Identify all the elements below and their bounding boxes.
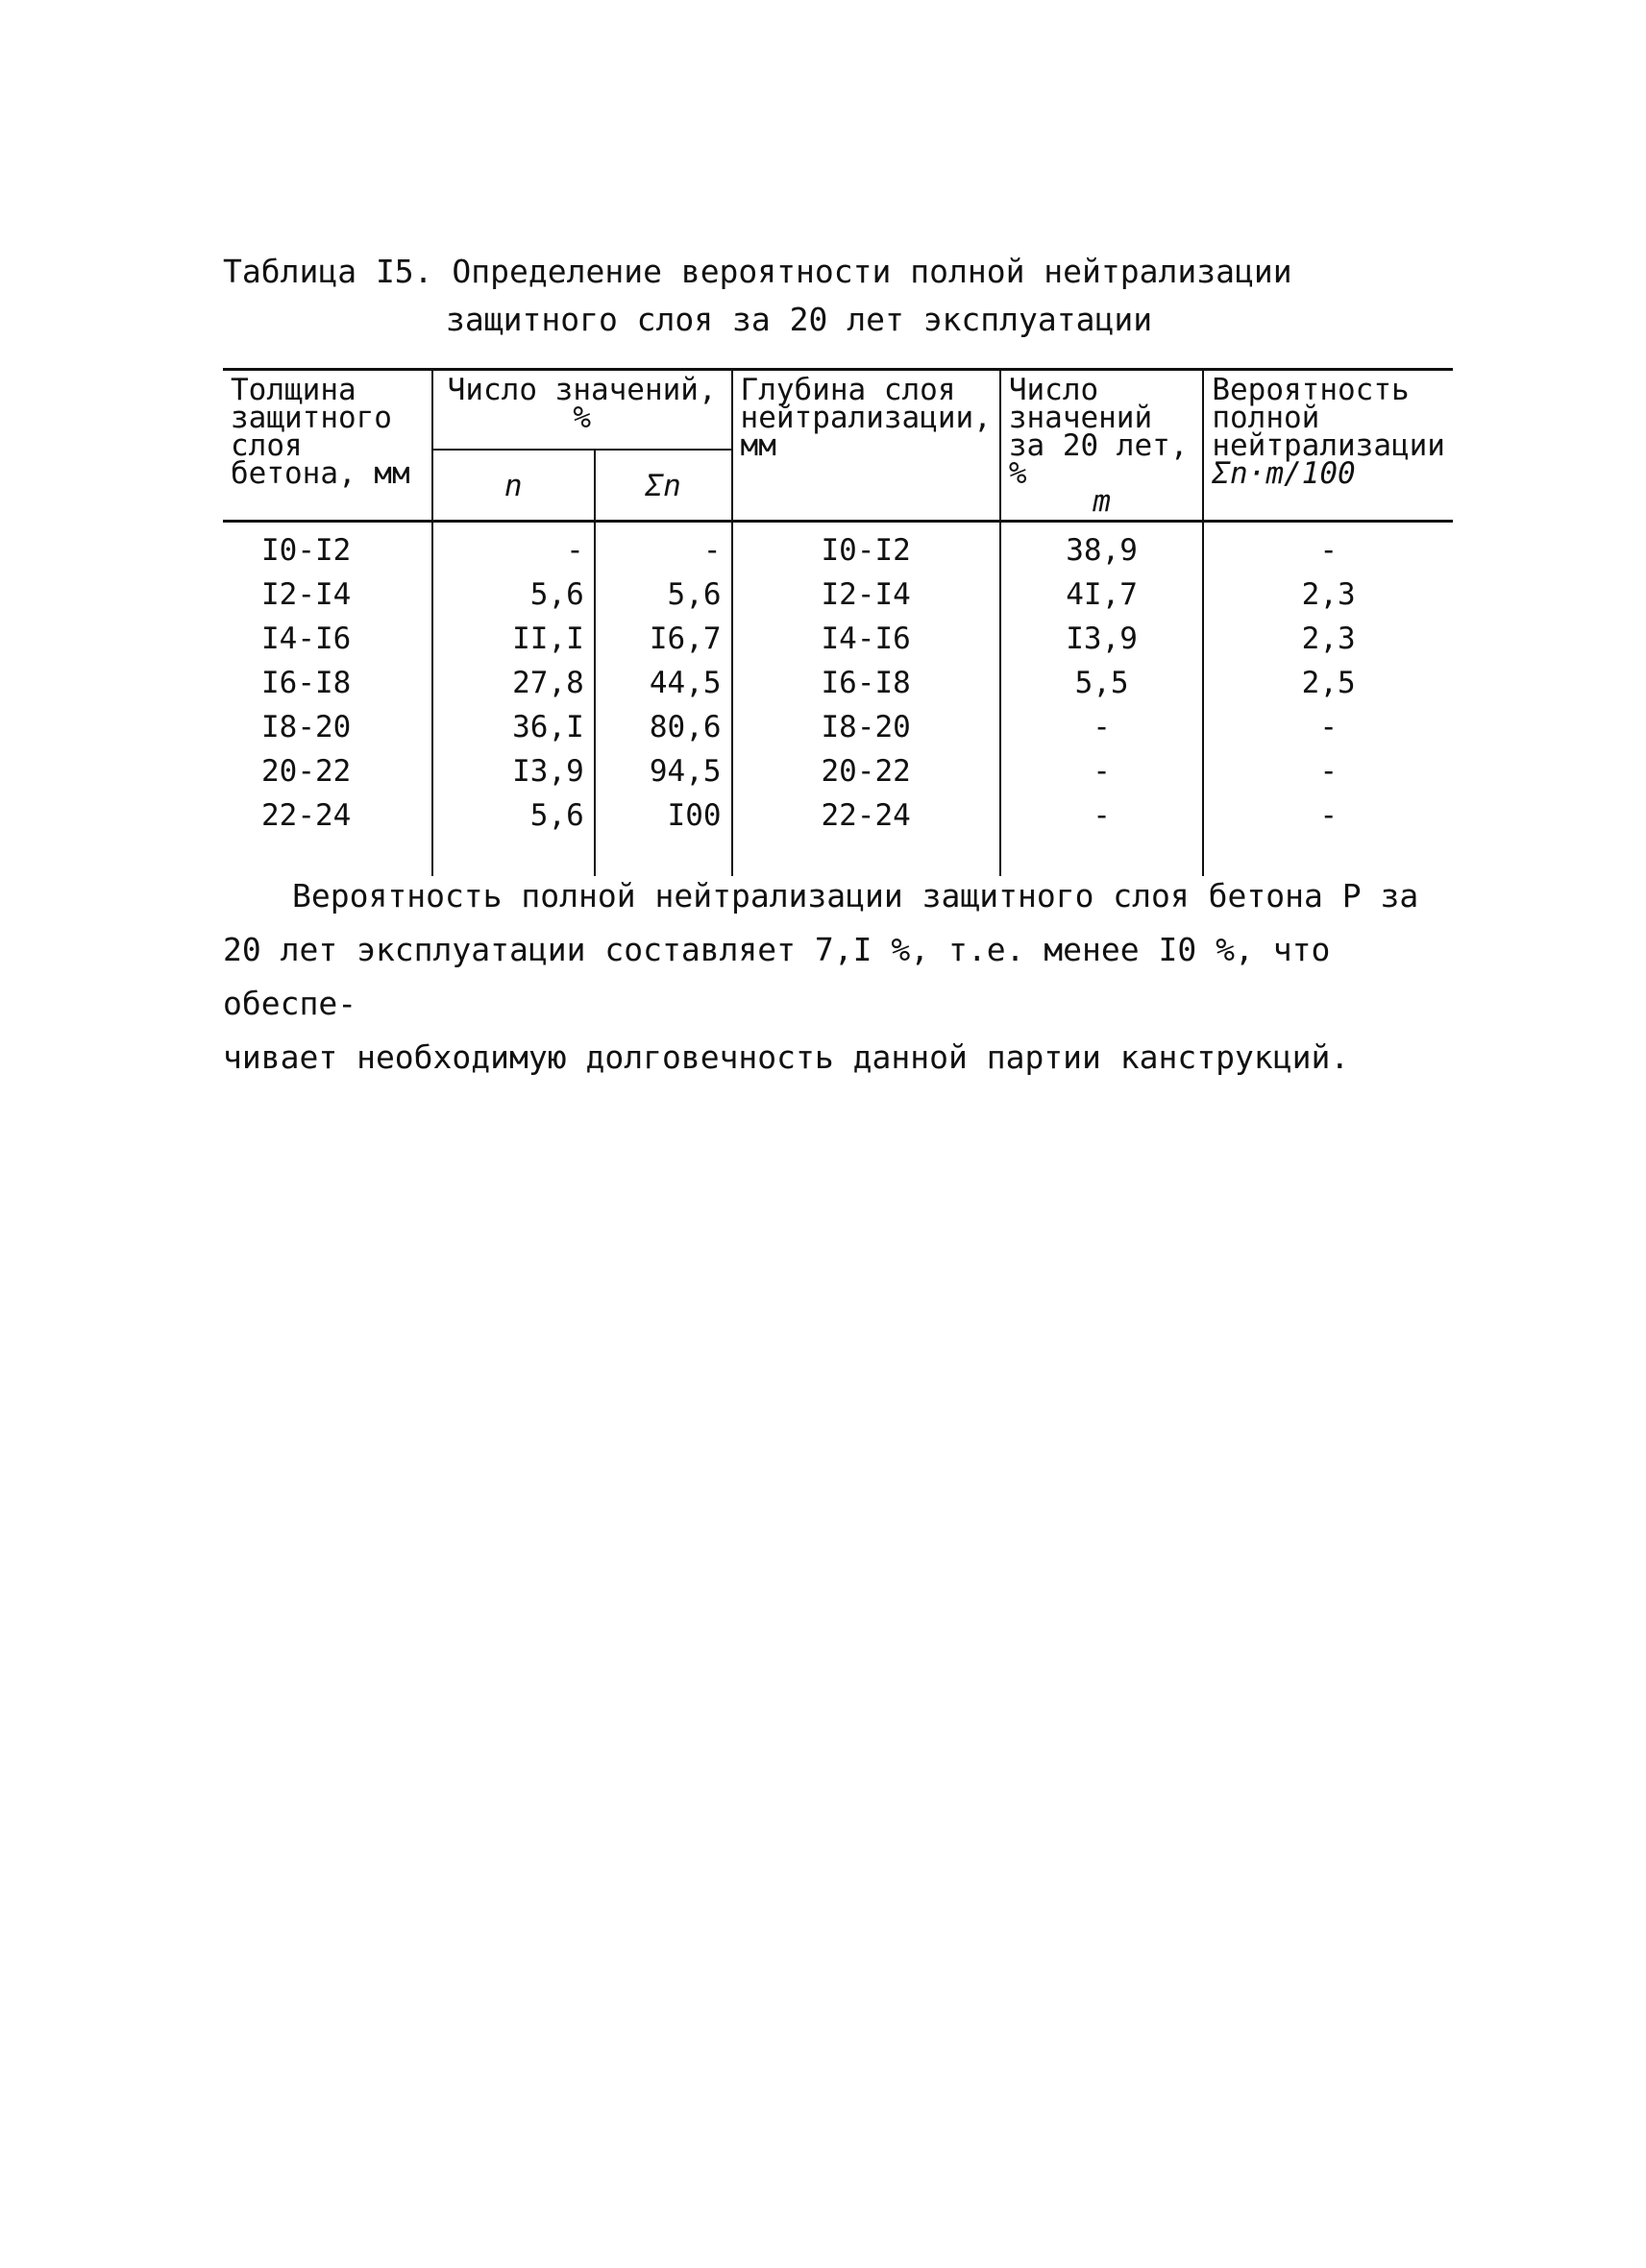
cell-thickness: 20-22 — [261, 754, 352, 789]
cell-thickness: I0-I2 — [261, 533, 352, 568]
header-count-20y — [1000, 370, 1204, 522]
caption-line-2: защитного слоя за 20 лет эксплуатации — [446, 301, 1153, 338]
cell-probability: - — [1203, 793, 1453, 838]
conclusion-paragraph — [223, 869, 1453, 1085]
cell-n: II,I — [432, 617, 595, 661]
cell-probability: - — [1203, 749, 1453, 793]
cell-n: - — [432, 522, 595, 573]
cell-thickness: 22-24 — [261, 798, 352, 833]
cell-thickness: I8-20 — [261, 710, 352, 744]
cell-m: - — [1000, 793, 1204, 838]
header-count-20y-text: Число значений за 20 лет, % — [1008, 373, 1189, 491]
header-depth: Глубина слоя нейтрализации, мм — [732, 370, 1000, 522]
header-thickness: Толщина защитного слоя бетона, мм — [223, 370, 432, 522]
cell-m: - — [1000, 749, 1204, 793]
table-row — [223, 793, 1453, 838]
cell-sum-n: 44,5 — [595, 661, 732, 705]
cell-thickness: I6-I8 — [261, 666, 352, 700]
table-row — [223, 749, 1453, 793]
cell-probability: 2,5 — [1203, 661, 1453, 705]
cell-depth: I4-I6 — [732, 617, 1000, 661]
cell-sum-n: I6,7 — [595, 617, 732, 661]
cell-sum-n: - — [595, 522, 732, 573]
cell-depth: I2-I4 — [732, 573, 1000, 617]
cell-n: 5,6 — [432, 793, 595, 838]
header-probability-text: Вероятность полной нейтрализации — [1212, 373, 1445, 463]
cell-probability: 2,3 — [1203, 573, 1453, 617]
cell-sum-n: 5,6 — [595, 573, 732, 617]
cell-depth: I0-I2 — [732, 522, 1000, 573]
cell-n: 36,I — [432, 705, 595, 749]
conclusion-line-3: чивает необходимую долговечность данной партии канструкций. — [223, 1038, 1350, 1076]
header-n: n — [432, 450, 595, 522]
cell-depth: 20-22 — [732, 749, 1000, 793]
table-caption — [223, 248, 1328, 344]
table-row — [223, 573, 1453, 617]
cell-n: 5,6 — [432, 573, 595, 617]
header-count-values: Число значений, % — [432, 370, 732, 451]
cell-depth: I8-20 — [732, 705, 1000, 749]
cell-sum-n: 94,5 — [595, 749, 732, 793]
conclusion-line-1: Вероятность полной нейтрализации защитного слоя бетона Р за — [292, 877, 1419, 915]
cell-m: I3,9 — [1000, 617, 1204, 661]
header-probability — [1203, 370, 1453, 522]
cell-probability: 2,3 — [1203, 617, 1453, 661]
neutralization-table — [223, 368, 1453, 876]
cell-m: 5,5 — [1000, 661, 1204, 705]
cell-sum-n: I00 — [595, 793, 732, 838]
cell-probability: - — [1203, 705, 1453, 749]
header-sum-n: Σn — [595, 450, 732, 522]
cell-depth: 22-24 — [732, 793, 1000, 838]
cell-probability: - — [1203, 522, 1453, 573]
table-row — [223, 661, 1453, 705]
conclusion-line-2: 20 лет эксплуатации составляет 7,I %, т.е. менее I0 %, что обеспе- — [223, 931, 1331, 1022]
cell-m: 38,9 — [1000, 522, 1204, 573]
cell-thickness: I2-I4 — [261, 577, 352, 612]
cell-sum-n: 80,6 — [595, 705, 732, 749]
table-row — [223, 522, 1453, 573]
header-m: m — [1093, 484, 1111, 519]
caption-line-1: Таблица I5. Определение вероятности полной нейтрализации — [223, 253, 1292, 290]
cell-n: I3,9 — [432, 749, 595, 793]
header-formula: Σn·m/100 — [1212, 456, 1356, 491]
cell-m: - — [1000, 705, 1204, 749]
cell-n: 27,8 — [432, 661, 595, 705]
table-row — [223, 705, 1453, 749]
cell-thickness: I4-I6 — [261, 622, 352, 656]
table-row — [223, 617, 1453, 661]
cell-depth: I6-I8 — [732, 661, 1000, 705]
cell-m: 4I,7 — [1000, 573, 1204, 617]
